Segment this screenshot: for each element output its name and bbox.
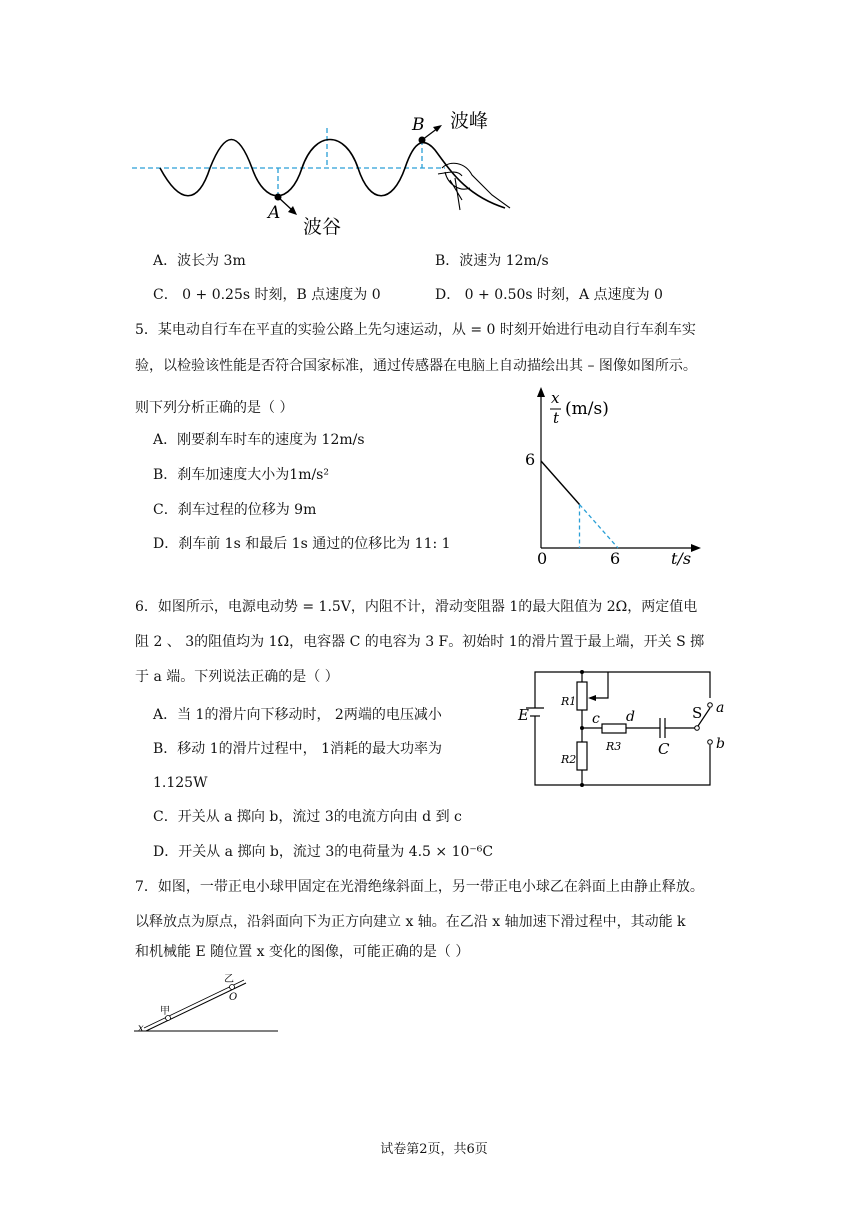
y-label-numerator: x (551, 389, 560, 407)
y-label-unit: (m/s) (565, 399, 609, 419)
q5-option-d: D．刹车前 1s 和最后 1s 通过的位移比为 11: 1 (153, 536, 451, 552)
label-b: b (716, 736, 725, 752)
q7-stem-2: 以释放点为原点，沿斜面向下为正方向建立 x 轴。在乙沿 x 轴加速下滑过程中，其动能 k (135, 914, 686, 930)
q4-option-c: C． 0 + 0.25s 时刻，B 点速度为 0 (153, 287, 381, 303)
label-trough: 波谷 (303, 216, 342, 238)
wave-figure (120, 100, 540, 250)
q7-stem-3: 和机械能 E 随位置 x 变化的图像，可能正确的是（ ） (135, 944, 470, 960)
label-capacitor: C (658, 740, 670, 758)
y-tick-6: 6 (525, 450, 536, 469)
circuit-diagram (512, 660, 732, 795)
label-r3: R3 (606, 740, 622, 753)
q5-stem-1: 5．某电动自行车在平直的实验公路上先匀速运动，从 = 0 时刻开始进行电动自行车刹车实 (135, 322, 696, 338)
label-e: E (518, 706, 529, 724)
q4-option-d: D． 0 + 0.50s 时刻，A 点速度为 0 (435, 287, 663, 303)
q6-option-c: C．开关从 a 掷向 b，流过 3的电流方向由 d 到 c (153, 809, 462, 825)
label-crest: 波峰 (450, 110, 489, 132)
q4-option-a: A．波长为 3m (153, 253, 246, 269)
q5-option-c: C．刹车过程的位移为 9m (153, 502, 317, 518)
slope-figure (128, 968, 283, 1038)
q4-option-b: B．波速为 12m/s (435, 253, 549, 269)
label-r2: R2 (561, 753, 577, 766)
q6-option-b-cont: 1.125W (153, 775, 208, 791)
label-x: x (138, 1023, 144, 1034)
r3-resistor (602, 724, 626, 733)
q5-option-a: A．刚要刹车时车的速度为 12m/s (153, 432, 365, 448)
q5-option-b: B．刹车加速度大小为1m/s² (153, 467, 329, 483)
wave-curve (160, 140, 505, 209)
label-c-node: c (592, 711, 600, 727)
q5-stem-3: 则下列分析正确的是（ ） (135, 400, 294, 416)
q6-option-a: A．当 1的滑片向下移动时， 2两端的电压减小 (153, 707, 442, 723)
x-tick-6: 6 (610, 549, 621, 568)
series-solid (541, 461, 580, 505)
label-r1: R1 (561, 695, 577, 708)
label-a: a (716, 700, 725, 716)
q6-stem-1: 6．如图所示，电源电动势 = 1.5V，内阻不计，滑动变阻器 1的最大阻值为 2Ω，两定值电 (135, 599, 698, 615)
page-footer: 试卷第2页，共6页 (380, 1142, 488, 1157)
xt-graph (515, 385, 705, 570)
q6-option-b: B．移动 1的滑片过程中， 1消耗的最大功率为 (153, 741, 443, 757)
q7-stem-1: 7．如图，一带正电小球甲固定在光滑绝缘斜面上，另一带正电小球乙在斜面上由静止释放。 (135, 879, 704, 895)
q5-stem-2: 验，以检验该性能是否符合国家标准，通过传感器在电脑上自动描绘出其 – 图像如图所示。 (135, 358, 697, 374)
label-a: A (268, 203, 281, 223)
label-jia: 甲 (160, 1006, 170, 1017)
label-switch: S (692, 704, 703, 722)
ball-yi (230, 985, 235, 990)
label-b: B (412, 115, 425, 135)
r2-resistor (577, 742, 587, 770)
origin-label: 0 (537, 549, 548, 568)
q6-option-d: D．开关从 a 掷向 b，流过 3的电荷量为 4.5 × 10⁻⁶C (153, 844, 494, 860)
x-axis-label: t/s (671, 549, 692, 568)
r1-resistor (577, 682, 587, 710)
q6-stem-2: 阻 2 、 3的阻值均为 1Ω，电容器 C 的电容为 3 F。初始时 1的滑片置于最上端，开关 S 掷 (135, 634, 705, 650)
q6-stem-3: 于 a 端。下列说法正确的是（ ） (135, 669, 339, 685)
hand-drawing (438, 163, 510, 210)
series-dashed (580, 505, 619, 549)
label-o: O (229, 992, 238, 1003)
label-yi: 乙 (224, 974, 234, 985)
label-d: d (626, 709, 635, 725)
y-label-denominator: t (553, 409, 560, 427)
